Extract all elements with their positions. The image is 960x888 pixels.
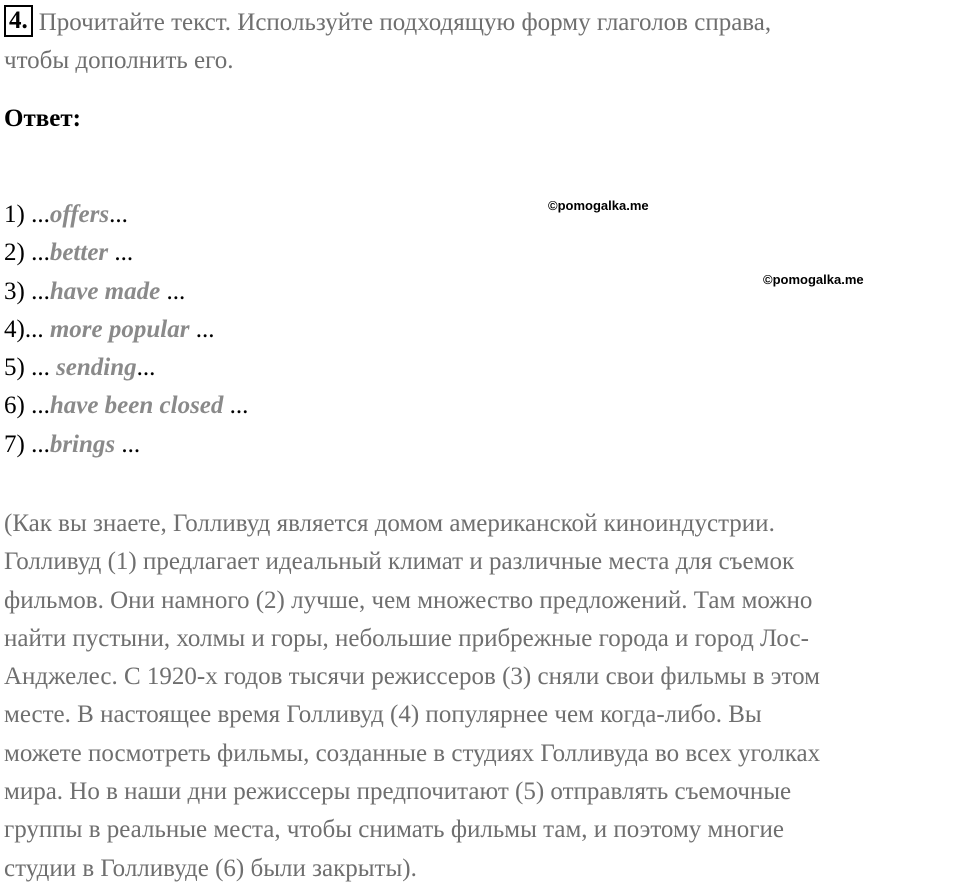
answer-prefix: 2) ... (4, 239, 50, 267)
answer-word: brings (49, 430, 116, 458)
answer-word: have made (49, 277, 161, 305)
answer-word: sending (56, 354, 137, 382)
answer-word: have been closed (49, 392, 224, 420)
answers-list (4, 196, 248, 464)
instruction-line-1: Прочитайте текст. Используйте подходящую форму глаголов справа, (38, 9, 772, 36)
task-number: 4. (4, 5, 33, 37)
answer-suffix: ... (160, 277, 186, 305)
answer-heading: Ответ: (4, 105, 81, 132)
answer-item (4, 426, 248, 464)
answer-word: offers (49, 201, 110, 228)
translation-paragraph (4, 505, 956, 888)
answer-suffix: ... (109, 201, 128, 228)
answer-item (4, 273, 248, 311)
answer-suffix: ... (189, 315, 215, 343)
answer-prefix: 4)... (4, 315, 50, 343)
translation-line: Голливуд (1) предлагает идеальный климат и различные места для съемок (4, 548, 795, 576)
answer-suffix: ... (136, 354, 156, 382)
answer-prefix: 3) ... (4, 277, 50, 305)
translation-line: группы в реальные места, чтобы снимать фильмы там, и поэтому многие (4, 816, 784, 844)
watermark: ©pomogalka.me (763, 272, 864, 287)
answer-item (4, 387, 248, 425)
translation-line: месте. В настоящее время Голливуд (4) популярнее чем когда-либо. Вы (4, 701, 762, 729)
answer-prefix: 1) ... (4, 201, 50, 228)
answer-item (4, 196, 248, 234)
answer-prefix: 6) ... (4, 392, 50, 420)
answer-item (4, 349, 248, 387)
translation-line: Анджелес. С 1920-х годов тысячи режиссеров (3) сняли свои фильмы в этом (4, 663, 820, 691)
answer-suffix: ... (115, 430, 141, 458)
translation-line: студии в Голливуде (6) были закрыты). (4, 854, 417, 882)
translation-line: фильмов. Они намного (2) лучше, чем множество предложений. Там можно (4, 586, 813, 614)
answer-word: more popular (49, 315, 190, 343)
answer-prefix: 7) ... (4, 430, 50, 458)
translation-line: найти пустыни, холмы и горы, небольшие прибрежные города и город Лос- (4, 624, 809, 652)
translation-line: мира. Но в наши дни режиссеры предпочитают (5) отправлять съемочные (4, 778, 792, 806)
translation-line: можете посмотреть фильмы, созданные в студиях Голливуда во всех уголках (4, 739, 821, 767)
translation-line: (Как вы знаете, Голливуд является домом американской киноиндустрии. (4, 510, 775, 537)
answer-item (4, 311, 248, 349)
answer-suffix: ... (223, 392, 249, 420)
instruction-line-2: чтобы дополнить его. (4, 47, 234, 74)
answer-prefix: 5) ... (4, 354, 57, 382)
answer-suffix: ... (108, 239, 134, 267)
answer-word: better (49, 239, 109, 267)
task-instruction (4, 4, 944, 80)
answer-item (4, 234, 248, 272)
watermark: ©pomogalka.me (548, 198, 649, 213)
